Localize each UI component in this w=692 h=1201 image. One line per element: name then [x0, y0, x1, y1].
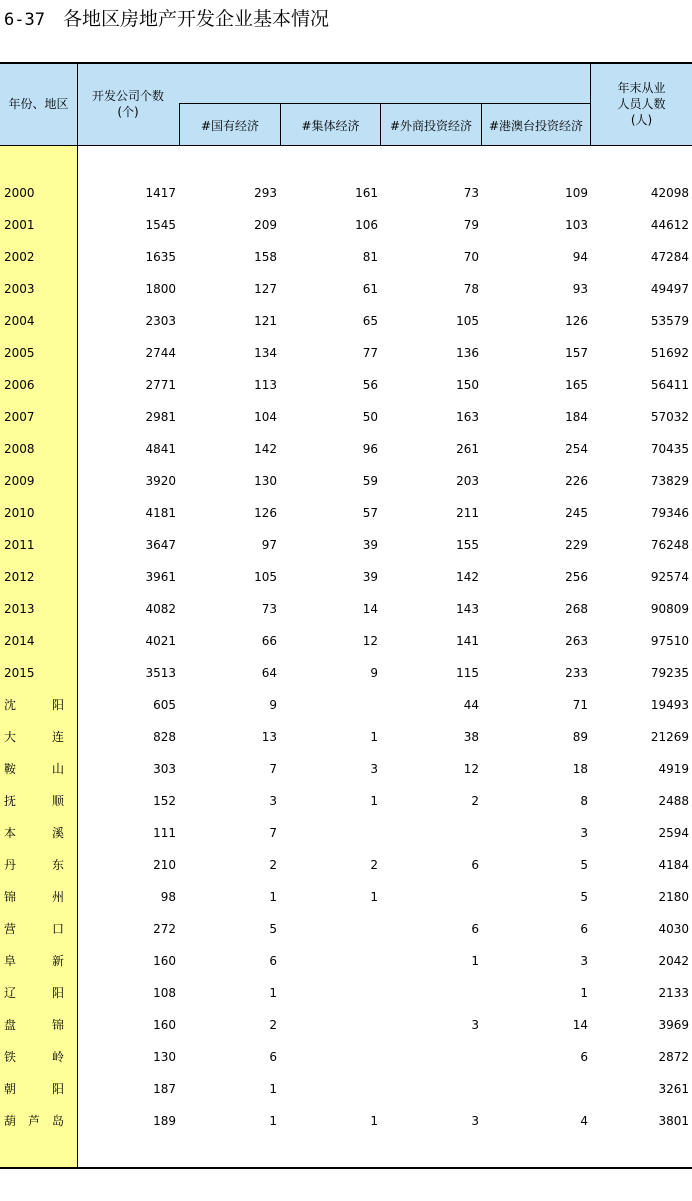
cell-hkmt: 165: [565, 378, 588, 392]
row-label: 2001: [4, 218, 35, 232]
cell-employees: 97510: [650, 634, 689, 648]
cell-foreign: 3: [471, 1114, 479, 1128]
cell-foreign: 105: [456, 314, 479, 328]
cell-employees: 79346: [650, 506, 689, 520]
cell-hkmt: 109: [565, 186, 588, 200]
cell-foreign: 6: [471, 858, 479, 872]
cell-total: 303: [153, 762, 176, 776]
cell-total: 3513: [145, 666, 176, 680]
cell-employees: 53579: [650, 314, 689, 328]
row-label: 阜 新: [4, 954, 65, 968]
cell-hkmt: 3: [580, 954, 588, 968]
table-row: [0, 374, 692, 396]
cell-total: 1635: [145, 250, 176, 264]
header-employees-line2: 人员人数: [617, 97, 666, 111]
cell-state: 66: [261, 634, 277, 648]
cell-employees: 4919: [658, 762, 689, 776]
cell-state: 130: [254, 474, 277, 488]
cell-total: 3961: [145, 570, 176, 584]
cell-foreign: 136: [456, 346, 479, 360]
row-label: 2015: [4, 666, 35, 680]
table-row: [0, 1078, 692, 1100]
cell-hkmt: 94: [572, 250, 588, 264]
cell-total: 2981: [145, 410, 176, 424]
table-bottom-rule: [0, 1167, 692, 1169]
cell-hkmt: 126: [565, 314, 588, 328]
cell-total: 152: [153, 794, 176, 808]
cell-foreign: 73: [463, 186, 479, 200]
cell-foreign: 203: [456, 474, 479, 488]
cell-state: 6: [269, 954, 277, 968]
cell-total: 187: [153, 1082, 176, 1096]
cell-state: 105: [254, 570, 277, 584]
cell-state: 64: [261, 666, 277, 680]
row-label: 2011: [4, 538, 35, 552]
header-companies: 开发公司个数: [91, 89, 164, 103]
table-row: [0, 822, 692, 844]
cell-employees: 92574: [650, 570, 689, 584]
cell-employees: 21269: [650, 730, 689, 744]
cell-collective: 39: [362, 538, 378, 552]
cell-state: 113: [254, 378, 277, 392]
table-row: [0, 1046, 692, 1068]
cell-foreign: 115: [456, 666, 479, 680]
cell-collective: 65: [362, 314, 378, 328]
cell-foreign: 12: [463, 762, 479, 776]
cell-state: 5: [269, 922, 277, 936]
cell-employees: 3969: [658, 1018, 689, 1032]
cell-state: 209: [254, 218, 277, 232]
cell-hkmt: 233: [565, 666, 588, 680]
cell-collective: 3: [370, 762, 378, 776]
cell-collective: 9: [370, 666, 378, 680]
cell-employees: 19493: [650, 698, 689, 712]
cell-employees: 2180: [658, 890, 689, 904]
cell-hkmt: 6: [580, 1050, 588, 1064]
cell-foreign: 261: [456, 442, 479, 456]
cell-hkmt: 256: [565, 570, 588, 584]
table-row: [0, 854, 692, 876]
cell-hkmt: 103: [565, 218, 588, 232]
cell-total: 210: [153, 858, 176, 872]
cell-collective: 61: [362, 282, 378, 296]
cell-collective: 1: [370, 1114, 378, 1128]
cell-collective: 14: [362, 602, 378, 616]
cell-collective: 106: [355, 218, 378, 232]
cell-hkmt: 18: [572, 762, 588, 776]
cell-employees: 57032: [650, 410, 689, 424]
table-row: [0, 342, 692, 364]
cell-foreign: 143: [456, 602, 479, 616]
cell-total: 160: [153, 954, 176, 968]
row-label: 2002: [4, 250, 35, 264]
cell-state: 127: [254, 282, 277, 296]
row-label: 2007: [4, 410, 35, 424]
table-row: [0, 694, 692, 716]
cell-hkmt: 4: [580, 1114, 588, 1128]
cell-state: 3: [269, 794, 277, 808]
row-label: 2003: [4, 282, 35, 296]
header-collective: #集体经济: [301, 119, 360, 133]
row-label: 朝 阳: [4, 1082, 65, 1096]
header-top-rule: [0, 62, 692, 64]
cell-state: 104: [254, 410, 277, 424]
header-employees-line1: 年末从业: [617, 81, 666, 95]
cell-collective: 2: [370, 858, 378, 872]
cell-state: 9: [269, 698, 277, 712]
cell-collective: 12: [362, 634, 378, 648]
table-row: [0, 278, 692, 300]
row-label: 本 溪: [4, 826, 65, 840]
header-bottom-rule: [0, 145, 692, 146]
cell-total: 4841: [145, 442, 176, 456]
row-label: 2009: [4, 474, 35, 488]
cell-hkmt: 5: [580, 858, 588, 872]
cell-hkmt: 8: [580, 794, 588, 808]
cell-total: 4082: [145, 602, 176, 616]
cell-state: 1: [269, 1082, 277, 1096]
row-label: 2010: [4, 506, 35, 520]
cell-total: 1545: [145, 218, 176, 232]
cell-collective: 81: [362, 250, 378, 264]
cell-employees: 51692: [650, 346, 689, 360]
table-row: [0, 598, 692, 620]
cell-collective: 1: [370, 794, 378, 808]
cell-hkmt: 229: [565, 538, 588, 552]
cell-employees: 44612: [650, 218, 689, 232]
table-row: [0, 790, 692, 812]
cell-collective: 56: [362, 378, 378, 392]
cell-hkmt: 14: [572, 1018, 588, 1032]
cell-state: 126: [254, 506, 277, 520]
cell-total: 3647: [145, 538, 176, 552]
row-label: 葫 芦 岛: [4, 1114, 65, 1128]
row-label: 鞍 山: [4, 762, 65, 776]
table-row: [0, 726, 692, 748]
cell-total: 108: [153, 986, 176, 1000]
cell-foreign: 150: [456, 378, 479, 392]
cell-employees: 42098: [650, 186, 689, 200]
row-label: 铁 岭: [4, 1050, 65, 1064]
cell-foreign: 1: [471, 954, 479, 968]
cell-collective: 1: [370, 730, 378, 744]
cell-state: 2: [269, 1018, 277, 1032]
cell-state: 13: [261, 730, 277, 744]
cell-employees: 47284: [650, 250, 689, 264]
cell-total: 2771: [145, 378, 176, 392]
row-label: 2012: [4, 570, 35, 584]
cell-hkmt: 1: [580, 986, 588, 1000]
cell-hkmt: 93: [572, 282, 588, 296]
cell-state: 97: [261, 538, 277, 552]
cell-foreign: 155: [456, 538, 479, 552]
cell-total: 98: [160, 890, 176, 904]
page-title: [4, 4, 329, 34]
cell-total: 4021: [145, 634, 176, 648]
row-label: 抚 顺: [4, 794, 65, 808]
cell-employees: 3261: [658, 1082, 689, 1096]
row-label: 丹 东: [4, 858, 65, 872]
header-state: #国有经济: [200, 119, 260, 133]
row-label: 2004: [4, 314, 35, 328]
table-row: [0, 246, 692, 268]
cell-employees: 56411: [650, 378, 689, 392]
table-number: 6-37: [4, 10, 45, 30]
cell-employees: 2042: [658, 954, 689, 968]
cell-total: 828: [153, 730, 176, 744]
cell-state: 6: [269, 1050, 277, 1064]
table-row: [0, 470, 692, 492]
table-row: [0, 1110, 692, 1132]
cell-total: 2744: [145, 346, 176, 360]
table-row: [0, 214, 692, 236]
cell-foreign: 6: [471, 922, 479, 936]
row-label: 2006: [4, 378, 35, 392]
cell-total: 160: [153, 1018, 176, 1032]
cell-state: 1: [269, 986, 277, 1000]
row-label: 辽 阳: [4, 986, 65, 1000]
cell-state: 7: [269, 762, 277, 776]
cell-collective: 59: [362, 474, 378, 488]
subheader-rule: [179, 103, 591, 104]
cell-foreign: 163: [456, 410, 479, 424]
table-row: [0, 534, 692, 556]
cell-employees: 76248: [650, 538, 689, 552]
cell-state: 142: [254, 442, 277, 456]
table-row: [0, 438, 692, 460]
cell-employees: 2872: [658, 1050, 689, 1064]
table-row: [0, 630, 692, 652]
cell-employees: 2488: [658, 794, 689, 808]
cell-state: 158: [254, 250, 277, 264]
cell-foreign: 78: [463, 282, 479, 296]
table-row: [0, 918, 692, 940]
cell-collective: 57: [362, 506, 378, 520]
row-label: 2005: [4, 346, 35, 360]
cell-state: 7: [269, 826, 277, 840]
cell-collective: 77: [362, 346, 378, 360]
cell-collective: 161: [355, 186, 378, 200]
cell-state: 2: [269, 858, 277, 872]
cell-state: 134: [254, 346, 277, 360]
row-label: 2013: [4, 602, 35, 616]
cell-hkmt: 226: [565, 474, 588, 488]
cell-collective: 1: [370, 890, 378, 904]
cell-foreign: 3: [471, 1018, 479, 1032]
table-row: [0, 566, 692, 588]
cell-total: 272: [153, 922, 176, 936]
cell-employees: 49497: [650, 282, 689, 296]
cell-total: 1417: [145, 186, 176, 200]
cell-collective: 50: [362, 410, 378, 424]
cell-hkmt: 157: [565, 346, 588, 360]
row-label: 盘 锦: [4, 1018, 65, 1032]
row-label: 锦 州: [4, 890, 65, 904]
table-row: [0, 1014, 692, 1036]
table-row: [0, 182, 692, 204]
table-row: [0, 502, 692, 524]
header-region: 年份、地区: [8, 97, 69, 111]
cell-total: 1800: [145, 282, 176, 296]
cell-foreign: 70: [463, 250, 479, 264]
cell-employees: 4030: [658, 922, 689, 936]
cell-state: 73: [261, 602, 277, 616]
header-companies-unit: (个): [117, 105, 139, 119]
row-label: 营 口: [4, 922, 65, 936]
table-row: [0, 310, 692, 332]
cell-employees: 2594: [658, 826, 689, 840]
cell-foreign: 142: [456, 570, 479, 584]
cell-collective: 39: [362, 570, 378, 584]
row-label: 2008: [4, 442, 35, 456]
cell-hkmt: 3: [580, 826, 588, 840]
row-label: 2000: [4, 186, 35, 200]
cell-total: 4181: [145, 506, 176, 520]
table-row: [0, 758, 692, 780]
table-row: [0, 950, 692, 972]
table-row: [0, 886, 692, 908]
cell-total: 2303: [145, 314, 176, 328]
cell-employees: 70435: [650, 442, 689, 456]
cell-employees: 3801: [658, 1114, 689, 1128]
cell-hkmt: 184: [565, 410, 588, 424]
table-row: [0, 982, 692, 1004]
cell-foreign: 79: [463, 218, 479, 232]
cell-collective: 96: [362, 442, 378, 456]
cell-hkmt: 89: [572, 730, 588, 744]
cell-foreign: 141: [456, 634, 479, 648]
cell-total: 130: [153, 1050, 176, 1064]
cell-employees: 90809: [650, 602, 689, 616]
cell-hkmt: 254: [565, 442, 588, 456]
row-label: 大 连: [4, 730, 65, 744]
table-title: 各地区房地产开发企业基本情况: [62, 8, 329, 30]
cell-foreign: 2: [471, 794, 479, 808]
cell-state: 1: [269, 1114, 277, 1128]
cell-total: 111: [153, 826, 176, 840]
cell-state: 1: [269, 890, 277, 904]
cell-employees: 73829: [650, 474, 689, 488]
cell-hkmt: 245: [565, 506, 588, 520]
cell-employees: 2133: [658, 986, 689, 1000]
cell-hkmt: 6: [580, 922, 588, 936]
cell-employees: 79235: [650, 666, 689, 680]
cell-hkmt: 268: [565, 602, 588, 616]
table-row: [0, 662, 692, 684]
header-employees-unit: (人): [630, 113, 653, 127]
cell-total: 189: [153, 1114, 176, 1128]
cell-hkmt: 5: [580, 890, 588, 904]
row-label: 2014: [4, 634, 35, 648]
cell-state: 293: [254, 186, 277, 200]
cell-state: 121: [254, 314, 277, 328]
cell-foreign: 211: [456, 506, 479, 520]
header-foreign: #外商投资经济: [389, 119, 473, 133]
cell-employees: 4184: [658, 858, 689, 872]
cell-foreign: 44: [463, 698, 479, 712]
row-label: 沈 阳: [4, 698, 65, 712]
cell-hkmt: 71: [572, 698, 588, 712]
cell-total: 605: [153, 698, 176, 712]
cell-total: 3920: [145, 474, 176, 488]
table-row: [0, 406, 692, 428]
cell-foreign: 38: [463, 730, 479, 744]
header-hkmt: #港澳台投资经济: [488, 119, 584, 133]
cell-hkmt: 263: [565, 634, 588, 648]
